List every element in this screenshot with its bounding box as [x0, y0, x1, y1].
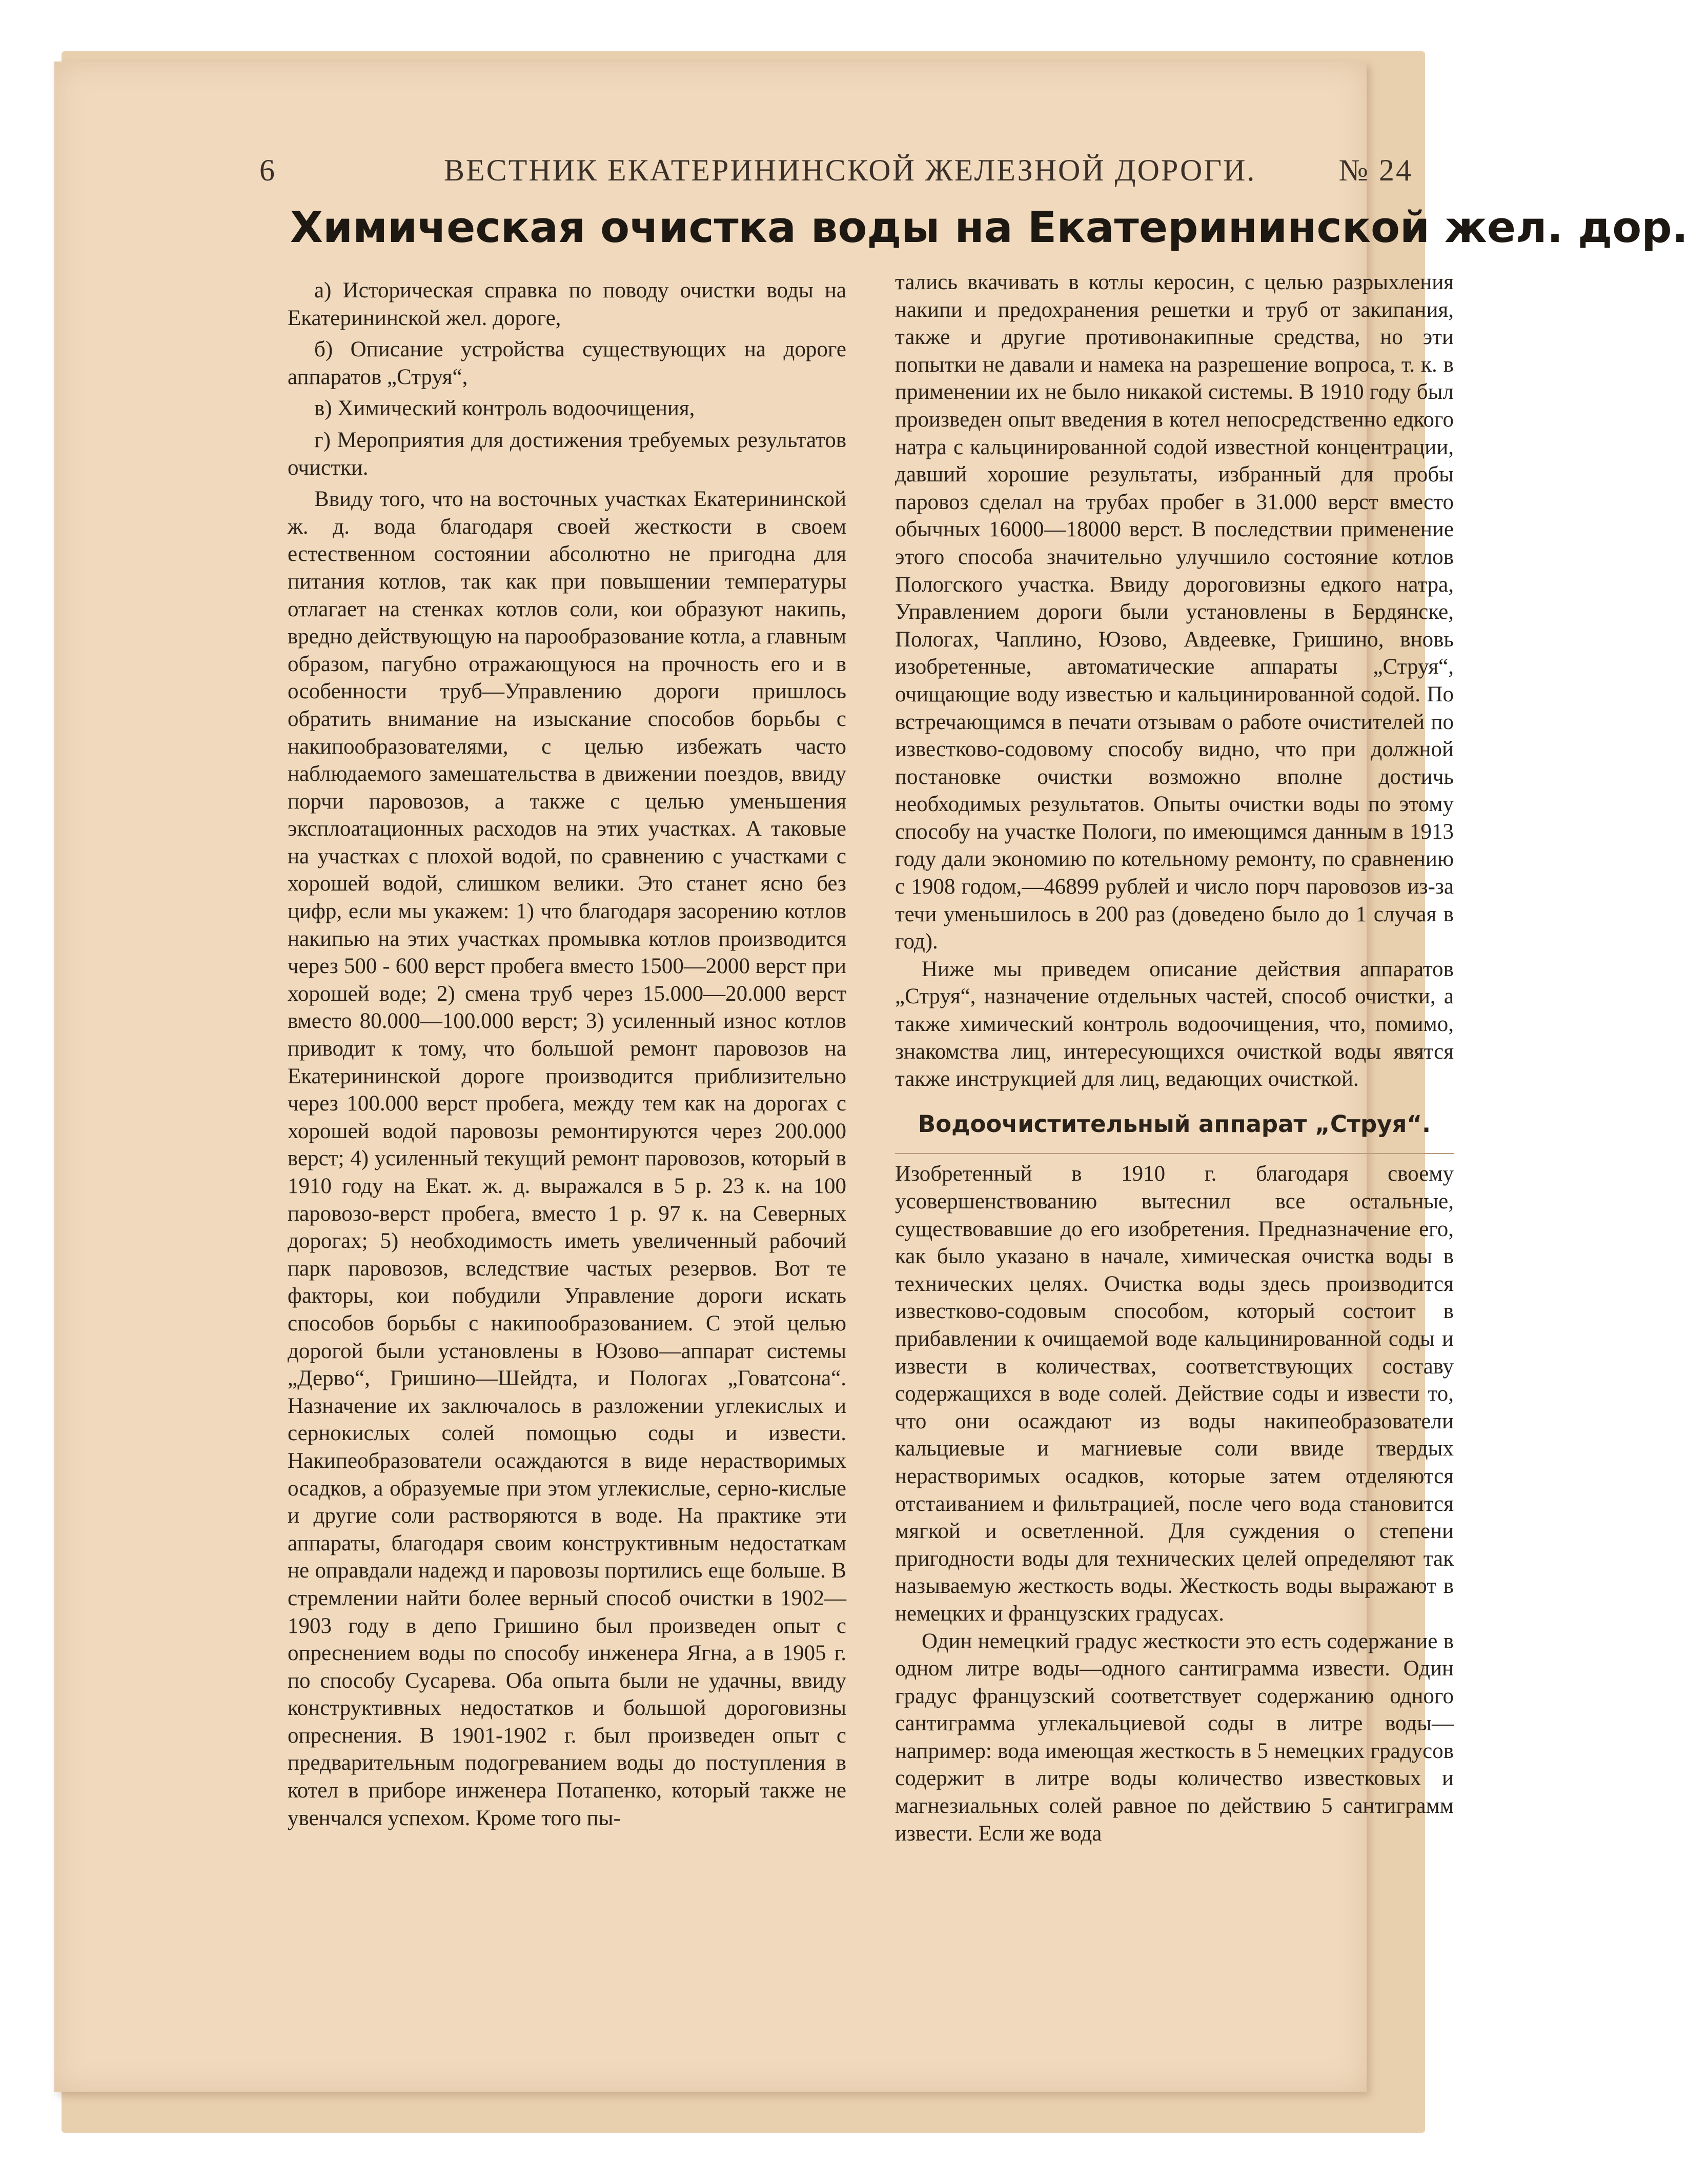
newspaper-page — [54, 62, 1688, 2092]
outline-item: г) Мероприятия для достижения требуемых результатов очистки. — [288, 428, 846, 480]
outline-item: б) Описание устройства существующих на дороге аппаратов „Струя“, — [288, 337, 846, 389]
outline-item: а) Историческая справка по поводу очистки воды на Екатерининской жел. дороге, — [288, 278, 846, 330]
body-paragraph: Ниже мы приведем описание действия аппаратов „Струя“, назначение отдельных частей, способ очистки, а также химический контроль водоочищения, что, помимо, знакомства лиц, интересующихся очисткой воды явятся также инструкцией для лиц, ведающих очисткой. — [895, 957, 1454, 1091]
article-outline — [288, 277, 846, 481]
issue-number: № 24 — [1338, 153, 1413, 187]
publication-title: ВЕСТНИК ЕКАТЕРИНИНСКОЙ ЖЕЛЕЗНОЙ ДОРОГИ. — [444, 153, 1256, 187]
body-paragraph: Изобретенный в 1910 г. благодаря своему усовершенствованию вытеснил все остальные, существовавшие до его изобретения. Предназначение его, как было указано в начале, химическая очистка воды в технических целях. Очистка воды здесь производится известково-содовым способом, который состоит в прибавлении к очищаемой воде кальцинированной соды и извести в количествах, соответствующих составу содержащихся в воде солей. Действие соды и извести то, что они осаждают из воды накипеобразователи кальциевые и магниевые соли ввиде твердых нерастворимых осадков, которые затем отделяются отстаиванием и фильтрацией, после чего вода становится мягкой и осветленной. Для суждения о степени пригодности воды для технических целей определяют так называемую жесткость воды. Жесткость воды выражают в немецких и французских градусах. — [895, 1162, 1454, 1626]
running-header — [259, 153, 1413, 194]
divider — [895, 1153, 1454, 1154]
body-paragraph: Один немецкий градус жесткости это есть содержание в одном литре воды—одного сантиграмма извести. Один градус французский соответствует содержанию одного сантиграмма углекальциевой соды в литре воды—например: вода имеющая жесткость в 5 немецких градусов содержит в литре воды количество известковых и магнезиальных солей равное по действию 5 сантиграмм извести. Если же вода — [895, 1629, 1454, 1846]
article-title: Химическая очистка воды на Екатерининской жел. дор. — [290, 203, 1688, 252]
section-subheading: Водоочистительный аппарат „Струя“. — [918, 1110, 1431, 1138]
body-paragraph: тались вкачивать в котлы керосин, с целью разрыхления накипи и предохранения решетки и труб от закипания, также и другие противонакипные средства, но эти попытки не давали и намека на разрешение вопроса, т. к. в применении их не было никакой системы. В 1910 году был произведен опыт введения в котел непосредственно едкого натра с кальцинированной содой известной концентрации, давший хорошие результаты, избранный для пробы паровоз сделал на трубах пробег в 31.000 верст вместо обычных 16000—18000 верст. В последствии применение этого способа значительно улучшило состояние котлов Пологского участка. Ввиду дороговизны едкого натра, Управлением дороги были установлены в Бердянске, Пологах, Чаплино, Юзово, Авдеевке, Гришино, вновь изобретенные, автоматические аппараты „Струя“, очищающие воду известью и кальцинированной содой. По встречающимся в печати отзывам о работе очистителей по известково-содовому способу видно, что при должной постановке очистки возможно вполне достичь необходимых результатов. Опыты очистки воды по этому способу на участке Пологи, по имеющимся данным в 1913 году дали экономию по котельному ремонту, по сравнению с 1908 годом,—46899 рублей и число порч паровозов из-за течи уменьшилось в 200 раз (доведено было до 1 случая в год). — [895, 270, 1454, 954]
outline-item: в) Химический контроль водоочищения, — [314, 396, 695, 421]
right-column — [895, 269, 1454, 1847]
page-number: 6 — [259, 153, 276, 187]
body-paragraph: Ввиду того, что на восточных участках Екатерининской ж. д. вода благодаря своей жесткости в своем естественном состоянии абсолютно не пригодна для питания котлов, так как при повышении температуры отлагает на стенках котлов соли, кои образуют накипь, вредно действующую на парообразование котла, а главным образом, пагубно отражающуюся на прочность его и в особенности труб—Управлению дороги пришлось обратить внимание на изыскание способов борьбы с накипообразователями, с целью избежать часто наблюдаемого замешательства в движении поездов, ввиду порчи паровозов, а также с целью уменьшения эксплоатационных расходов на этих участках. А таковые на участках с плохой водой, по сравнению с участками с хорошей водой, слишком велики. Это станет ясно без цифр, если мы укажем: 1) что благодаря засорению котлов накипью на этих участках промывка котлов производится через 500 - 600 верст пробега вместо 1500—2000 верст при хорошей воде; 2) смена труб через 15.000—20.000 верст вместо 80.000—100.000 верст; 3) усиленный износ котлов приводит к тому, что большой ремонт паровозов на Екатерининской дороге производится приблизительно через 100.000 верст пробега, между тем как на дорогах с хорошей водой паровозы ремонтируются через 200.000 верст; 4) усиленный текущий ремонт паровозов, который в 1910 году на Екат. ж. д. выражался в 5 р. 23 к. на 100 паровозо-верст пробега, вместо 1 р. 97 к. на Северных дорогах; 5) необходимость иметь увеличенный рабочий парк паровозов, вследствие частых резервов. Вот те факторы, кои побудили Управление дороги искать способов борьбы с накипообразованием. С этой целью дорогой были установлены в Юзово—аппарат системы „Дерво“, Гришино—Шейдта, и Пологах „Говатсона“. Назначение их заключалось в разложении углекислых и сернокислых солей помощью соды и извести. Накипеобразователи осаждаются в виде нерастворимых осадков, а образуемые при этом углекислые, серно-кислые и другие соли растворяются в воде. На практике эти аппараты, благодаря своим конструктивным недостаткам не оправдали надежд и паровозы портились еще больше. В стремлении найти более верный способ очистки в 1902—1903 году в депо Гришино был произведен опыт с опреснением воды по способу инженера Ягна, а в 1905 г. по способу Сусарева. Оба опыта были не удачны, ввиду конструктивных недостатков и большой дороговизны опреснения. В 1901-1902 г. был произведен опыт с предварительным подогреванием воды до поступления в котел в приборе инженера Потапенко, который также не увенчался успехом. Кроме того пы- — [288, 487, 846, 1830]
left-column — [288, 277, 846, 1832]
